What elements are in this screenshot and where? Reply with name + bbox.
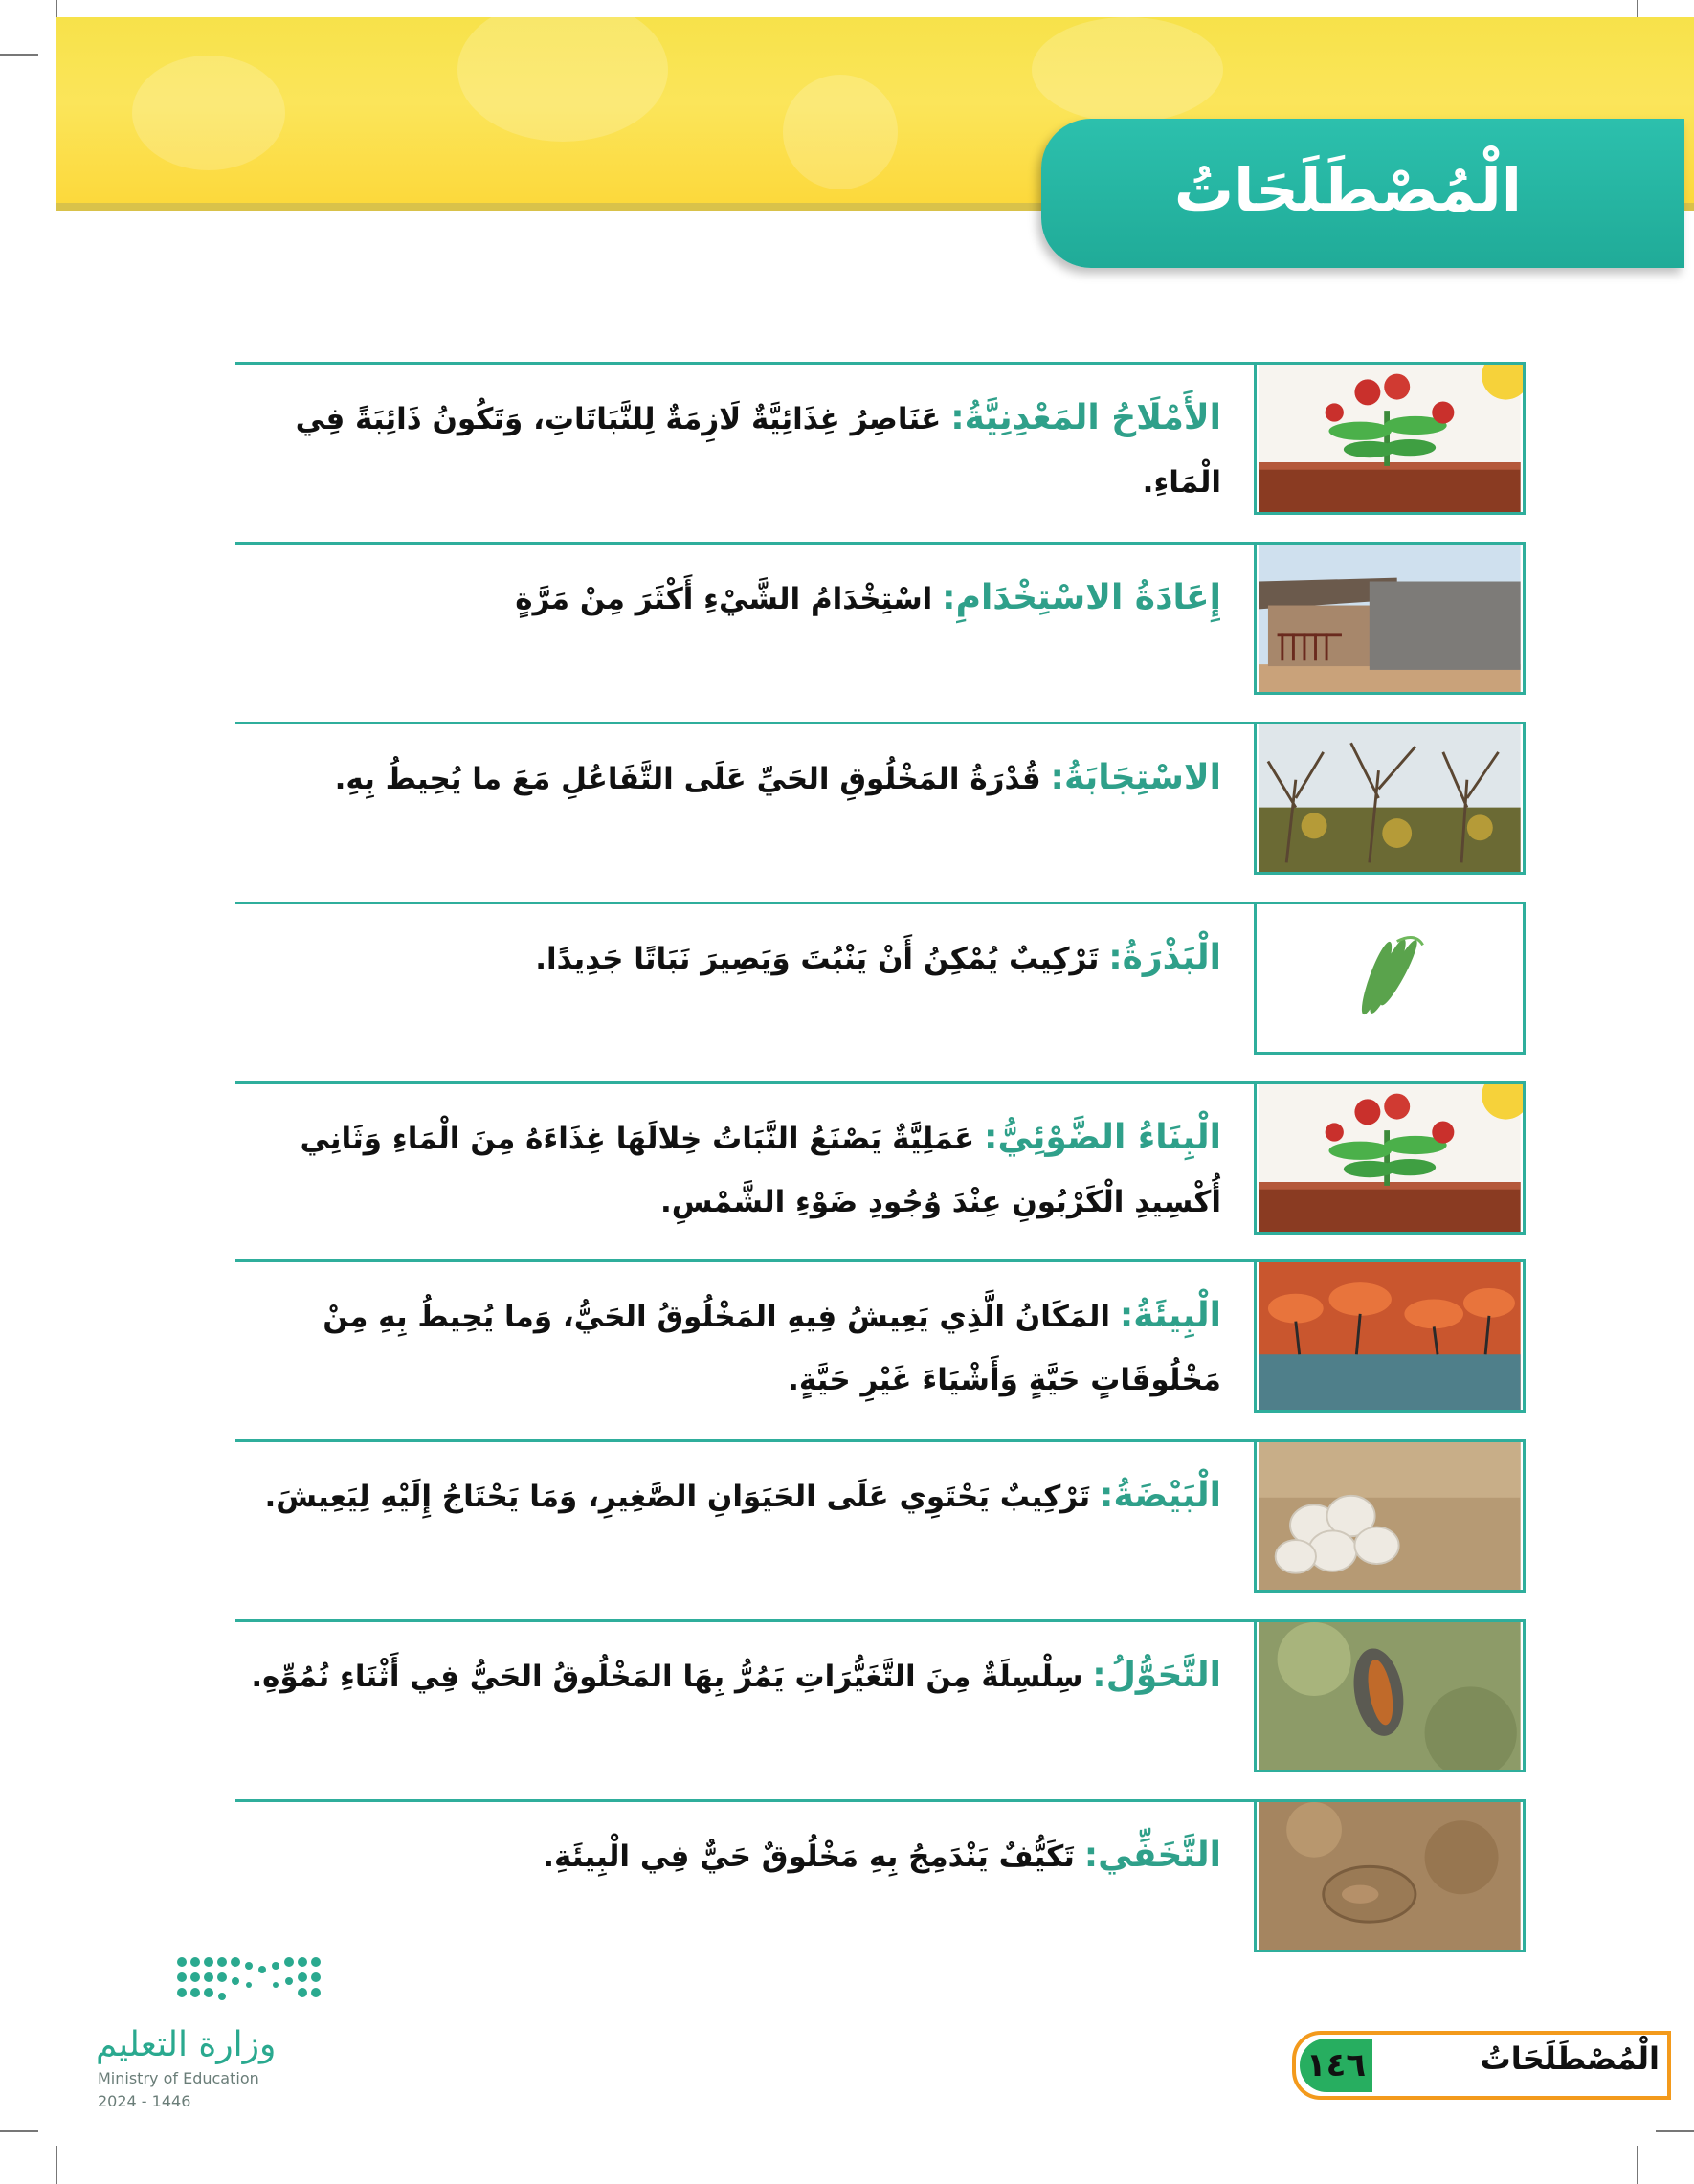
flamingos-image — [1254, 1259, 1526, 1413]
entry-definition: تَرْكِيبٌ يُمْكِنُ أَنْ يَنْبُتَ وَيَصِيرَ نَبَاتًا جَدِيدًا. — [535, 942, 1100, 976]
crop-mark — [0, 2130, 38, 2132]
entry-term: التَّحَوُّلُ: — [1092, 1656, 1221, 1695]
page-number: ١٤٦ — [1300, 2039, 1372, 2092]
entry-text — [235, 387, 1221, 514]
crop-mark — [56, 2146, 57, 2184]
entry-text — [235, 1644, 1221, 1708]
entry-text — [235, 1464, 1221, 1528]
plant-in-soil-image — [1254, 362, 1526, 515]
entry-definition: المَكَانُ الَّذِي يَعِيشُ فِيهِ المَخْلُوقُ الحَيُّ، وَما يُحِيطُ بِهِ مِنْ مَخْلُوقَاتٍ حَيَّةٍ وَأَشْيَاءَ غَيْرِ حَيَّةٍ. — [323, 1300, 1221, 1397]
entry-text — [235, 1106, 1221, 1234]
seed-image — [1254, 902, 1526, 1055]
entry-definition: عَمَلِيَّةٌ يَصْنَعُ النَّبَاتُ خِلالَهَا غِذَاءَهُ مِنَ الْمَاءِ وَثَانِي أُكْسِيدِ الْكَرْبُونِ عِنْدَ وُجُودِ ضَوْءِ الشَّمْسِ. — [300, 1122, 1221, 1219]
entry-term: الْبِيئَةُ: — [1119, 1296, 1221, 1335]
entry-text — [235, 1284, 1221, 1412]
glossary-entry — [235, 1619, 1526, 1776]
glossary-entry — [235, 362, 1526, 519]
entry-text — [235, 747, 1221, 811]
entry-term: الْبَذْرَةُ: — [1108, 938, 1221, 977]
entry-definition: سِلْسِلَةٌ مِنَ التَّغَيُّرَاتِ يَمُرُّ بِهَا المَخْلُوقُ الحَيُّ فِي أَثْنَاءِ نُمُوِّهِ. — [251, 1660, 1083, 1694]
glossary-entry — [235, 1081, 1526, 1238]
footer-section-label: الْمُصْطَلَحَاتُ — [1480, 2040, 1660, 2077]
entry-text — [235, 567, 1221, 631]
crop-mark — [1637, 2146, 1638, 2184]
chrysalis-image — [1254, 1619, 1526, 1772]
crop-mark — [0, 54, 38, 56]
glossary-entry — [235, 1259, 1526, 1416]
ministry-name-english: Ministry of Education — [98, 2069, 259, 2087]
entry-definition: عَنَاصِرُ غِذَائِيَّةٌ لَازِمَةٌ لِلنَّبَاتَاتِ، وَتَكُونُ ذَائِبَةً فِي الْمَاءِ. — [295, 402, 1221, 500]
entry-definition: قُدْرَةُ المَخْلُوقِ الحَيِّ عَلَى التَّفَاعُلِ مَعَ ما يُحِيطُ بِهِ. — [334, 762, 1041, 796]
plant-in-soil-image — [1254, 1081, 1526, 1235]
entry-term: إِعَادَةُ الاسْتِخْدَامِ: — [942, 578, 1221, 617]
eggs-image — [1254, 1439, 1526, 1593]
entry-term: التَّخَفِّي: — [1083, 1836, 1221, 1875]
camouflage-image — [1254, 1799, 1526, 1952]
glossary-entry — [235, 542, 1526, 699]
entry-term: الأَمْلَاحُ المَعْدِنِيَّةُ: — [950, 398, 1221, 437]
page-title: الْمُصْطَلَحَاتُ — [1173, 155, 1522, 225]
entry-definition: تَرْكِيبٌ يَحْتَوِي عَلَى الحَيَوَانِ الصَّغِيرِ، وَمَا يَحْتَاجُ إِلَيْهِ لِيَعِيشَ. — [264, 1480, 1091, 1514]
entry-text — [235, 1824, 1221, 1888]
ministry-name-arabic: وزارة التعليم — [96, 2025, 277, 2064]
entry-definition: تَكَيُّفٌ يَنْدَمِجُ بِهِ مَخْلُوقٌ حَيٌّ فِي الْبِيئَةِ. — [543, 1839, 1075, 1874]
glossary-entry — [235, 1799, 1526, 1956]
entry-definition: اسْتِخْدَامُ الشَّيْءِ أَكْثَرَ مِنْ مَرَّةٍ — [515, 582, 933, 616]
glossary-entry — [235, 1439, 1526, 1596]
edition-year: 2024 - 1446 — [98, 2092, 191, 2110]
entry-term: الْبِنَاءُ الضَّوْئِيُّ: — [984, 1118, 1221, 1157]
crop-mark — [1656, 2130, 1694, 2132]
glossary-entry — [235, 722, 1526, 879]
glossary-entry — [235, 902, 1526, 1059]
entry-text — [235, 926, 1221, 991]
house-image — [1254, 542, 1526, 695]
trees-image — [1254, 722, 1526, 875]
entry-term: الاسْتِجَابَةُ: — [1050, 758, 1221, 797]
entry-term: الْبَيْضَةُ: — [1100, 1476, 1221, 1515]
